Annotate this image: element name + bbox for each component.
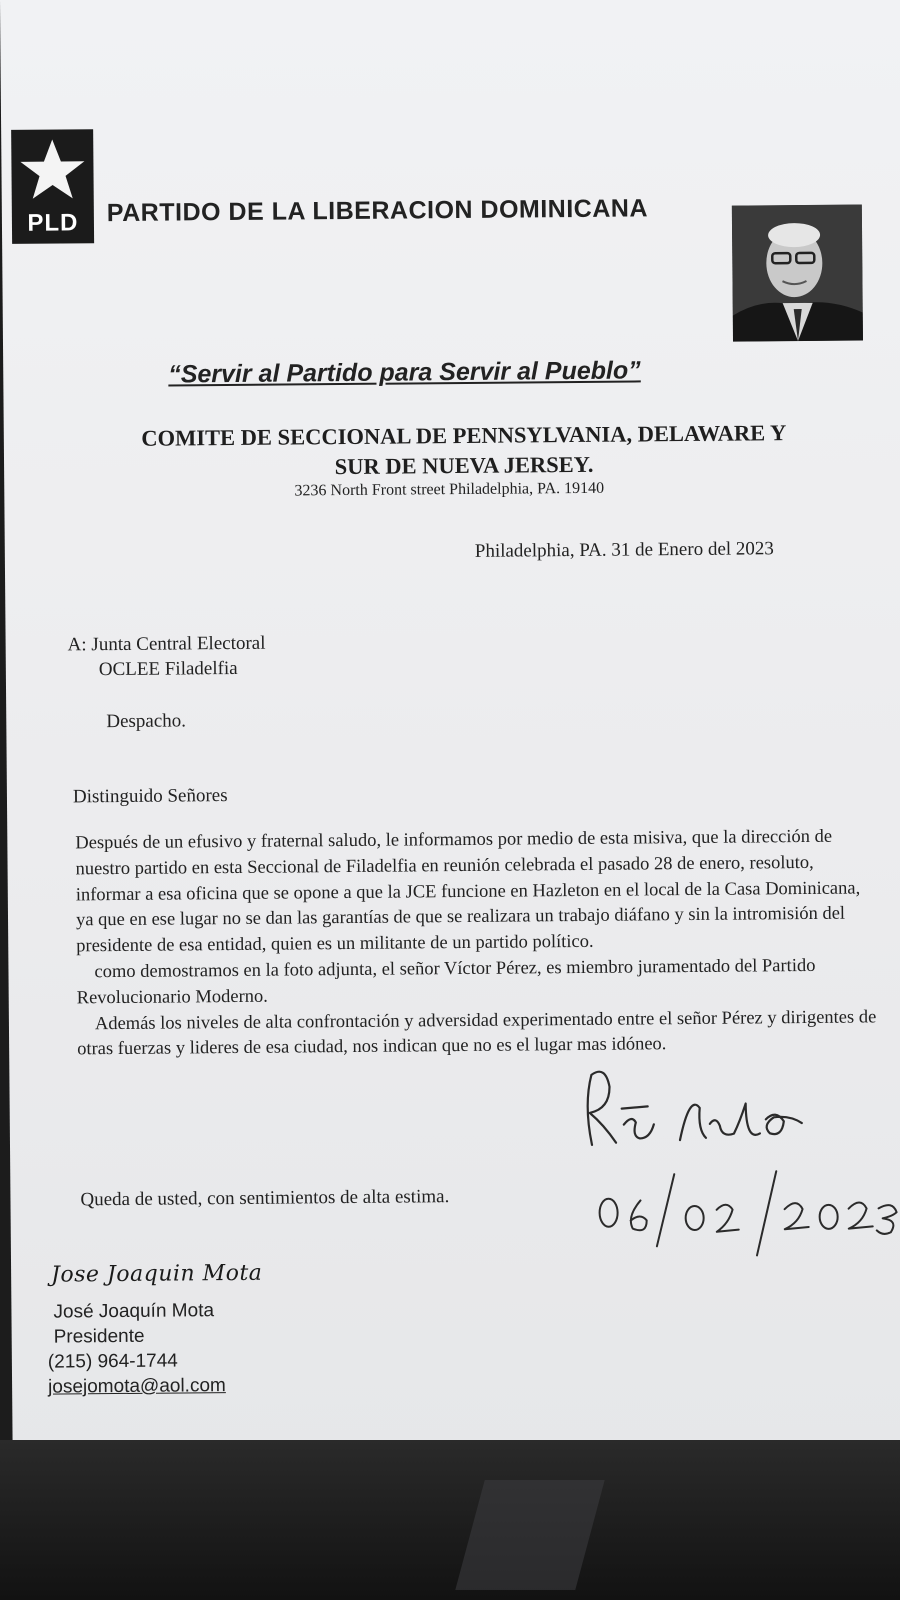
paragraph-3: Además los niveles de alta confrontación y adversidad experimentado entre el señor Pérez y dirigentes de otras fuerzas y lideres de esa ciudad, nos indican que no es el lugar mas idóneo. [77, 1006, 877, 1060]
party-name: PARTIDO DE LA LIBERACION DOMINICANA [106, 194, 649, 228]
star-icon [17, 135, 88, 206]
desk-background [0, 1440, 900, 1600]
handwritten-signature: Jose Joaquin Mota [51, 1260, 263, 1288]
signer-title: Presidente [53, 1325, 145, 1348]
committee-name [64, 417, 864, 484]
signer-email[interactable]: josejomota@aol.com [48, 1375, 226, 1398]
svg-text:06/02/2023: 06/02/2023 [569, 1065, 574, 1067]
pld-logo [11, 129, 94, 244]
letter-date: Philadelphia, PA. 31 de Enero del 2023 [474, 538, 774, 562]
paragraph-2: como demostramos en la foto adjunta, el señor Víctor Pérez, es miembro juramentado del Partido Revolucionario Moderno. [76, 955, 816, 1009]
closing-line: Queda de usted, con sentimientos de alta estima. [80, 1186, 450, 1211]
paragraph-1: Después de un efusivo y fraternal saludo, le informamos por medio de esta misiva, que la dirección de nuestro partido en esta Seccional de Filadelfia en reunión celebrada el pasado 28 de enero, resoluto, informar a esa oficina que se opone a que la JCE funcione en Hazleton en el local de la Casa Dominicana, ya que en ese lugar no se dan las garantías de que se realizara un trabajo diáfano y sin la intromisión del presidente de esa entidad, quien es un militante de un partido político. [75, 826, 861, 957]
fold-shadow [455, 1480, 604, 1590]
received-handwritten-stamp [569, 1062, 900, 1285]
logo-text: PLD [27, 209, 79, 237]
recipient-line-1: A: Junta Central Electoral [67, 632, 266, 656]
signer-phone: (215) 964-1744 [47, 1350, 178, 1373]
committee-line-2: SUR DE NUEVA JERSEY. [334, 451, 594, 480]
portrait-photo [732, 204, 863, 341]
committee-address: 3236 North Front street Philadelphia, PA. 19140 [294, 479, 605, 500]
salutation: Distinguido Señores [72, 785, 228, 808]
recipient-line-2: OCLEE Filadelfia [98, 657, 238, 681]
signer-name: José Joaquín Mota [53, 1300, 215, 1323]
letter-body [75, 824, 877, 1063]
committee-line-1: COMITE DE SECCIONAL DE PENNSYLVANIA, DELAWARE Y [141, 420, 787, 451]
motto: “Servir al Partido para Servir al Pueblo” [168, 356, 641, 389]
despacho: Despacho. [106, 710, 187, 733]
signature-block [47, 1298, 226, 1400]
